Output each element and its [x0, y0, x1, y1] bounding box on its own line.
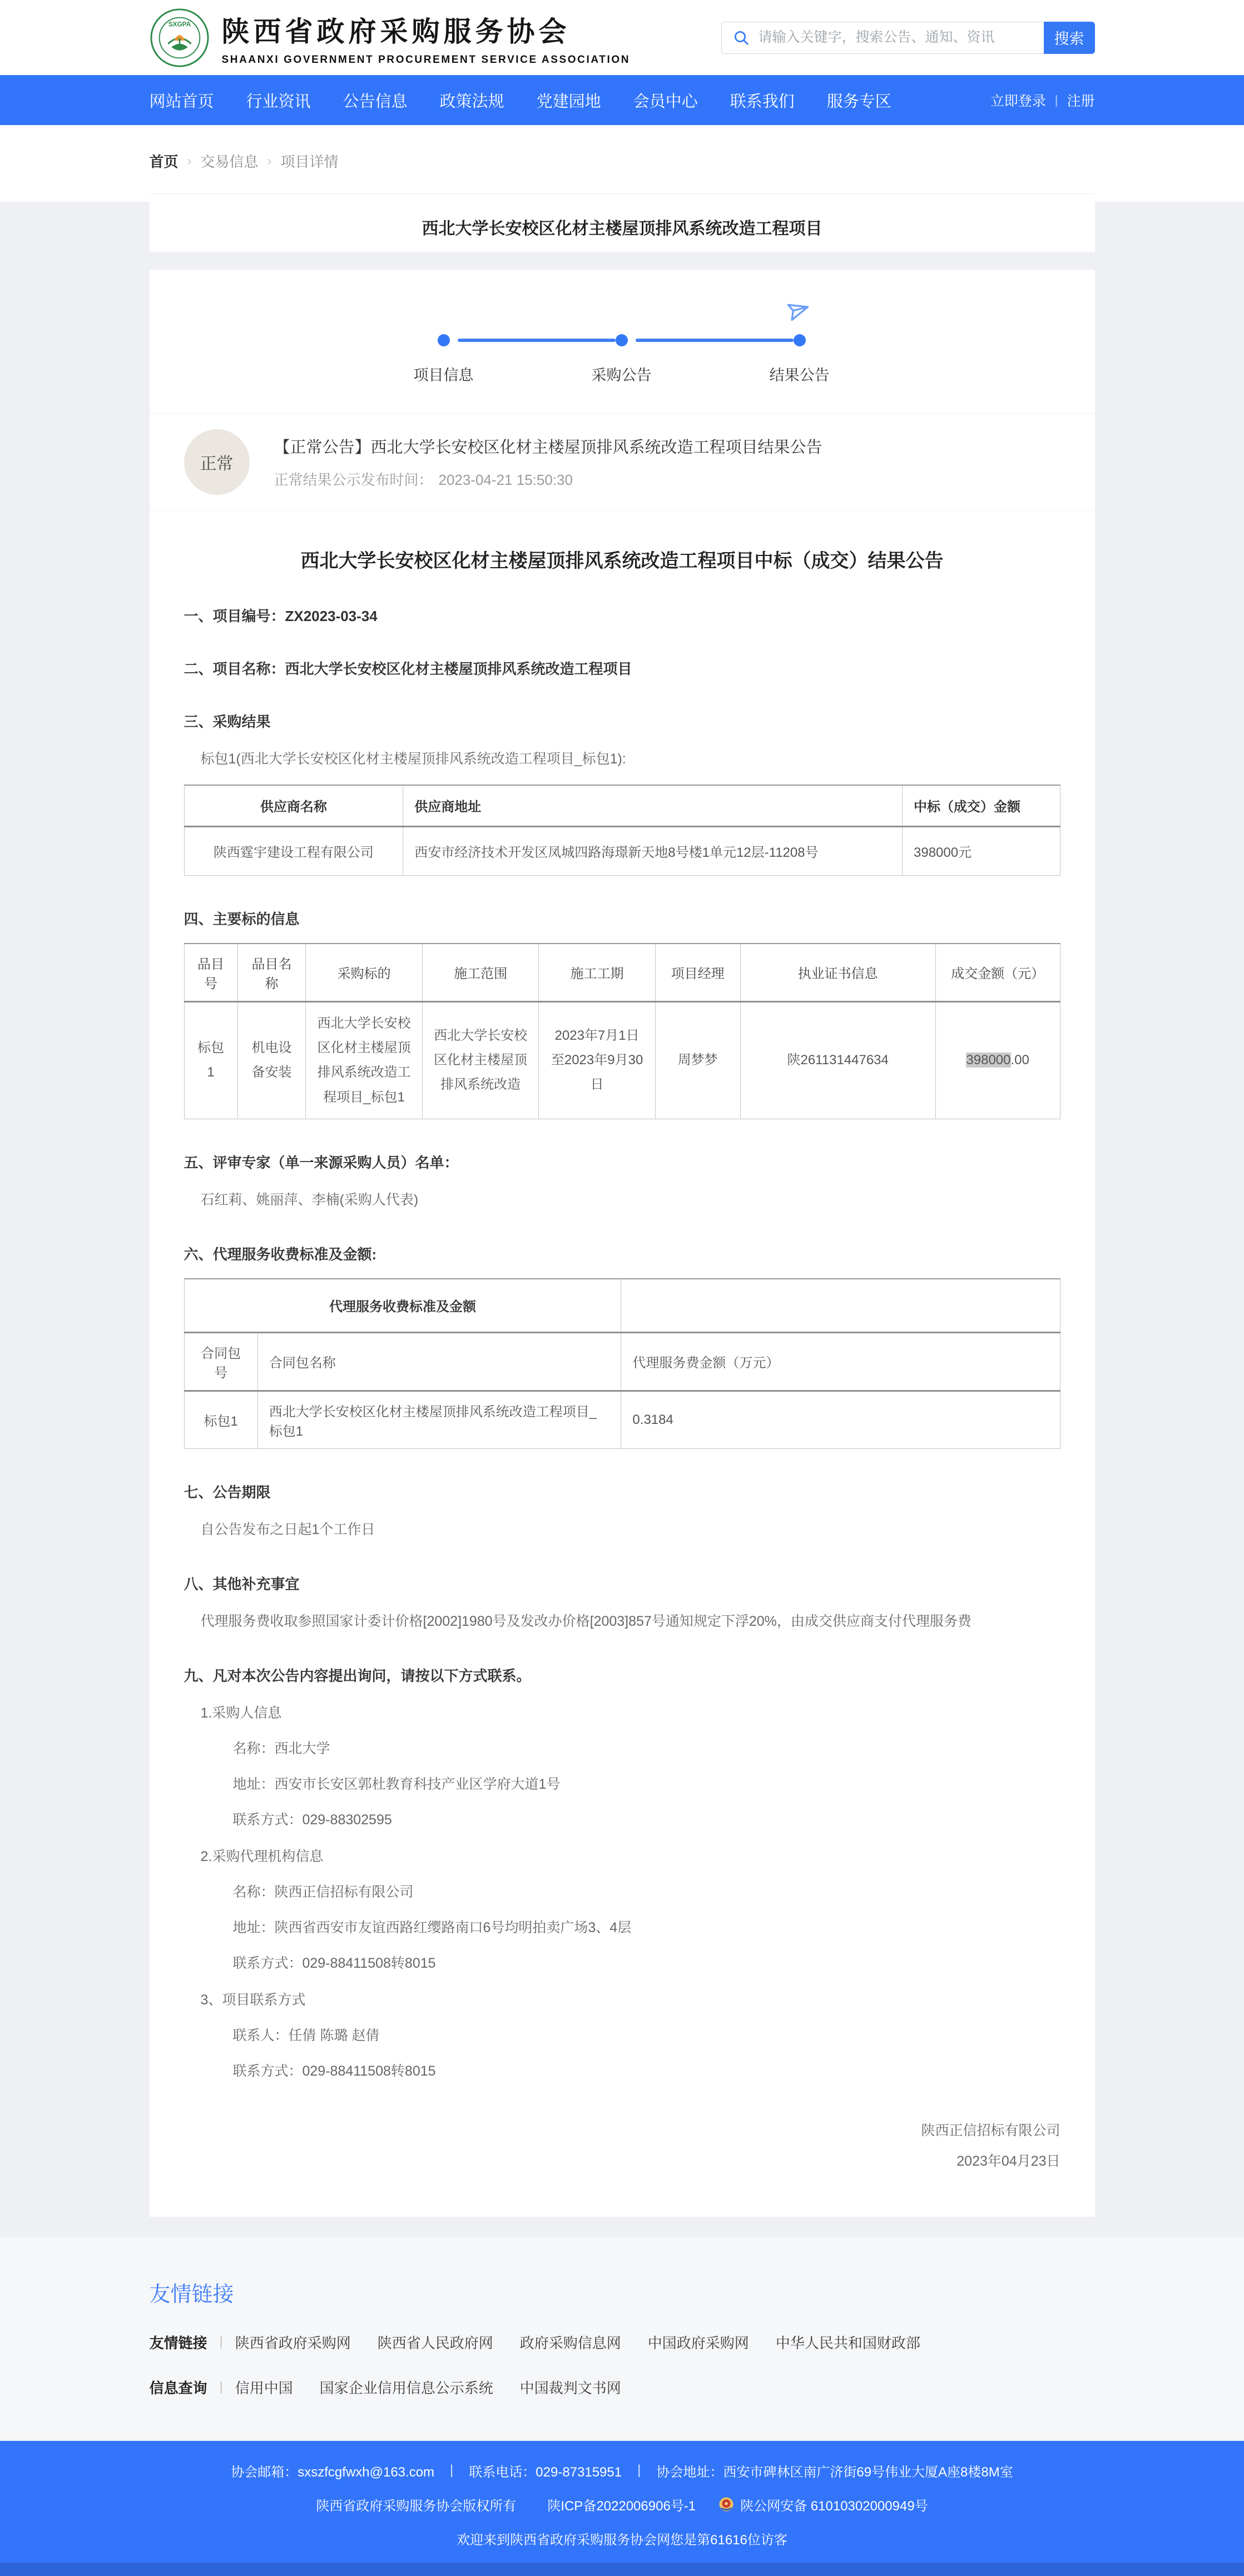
nav-item-service-zone[interactable]: 服务专区: [826, 92, 891, 111]
breadcrumb-separator-icon: ›: [187, 153, 192, 168]
footer-copyright-line: [0, 2495, 1244, 2514]
item-no-cell: 标包1: [184, 1001, 237, 1119]
breadcrumb-current: 项目详情: [280, 153, 339, 170]
nav-item-contact-us[interactable]: 联系我们: [730, 92, 795, 111]
notice-title[interactable]: 【正常公告】西北大学长安校区化材主楼屋顶排风系统改造工程项目结果公告: [274, 439, 822, 456]
links-divider: |: [219, 2379, 223, 2395]
footer-contact-line: [0, 2461, 1244, 2480]
table-row: [184, 826, 1060, 875]
project-contact-person: 联系人：任倩 陈璐 赵倩: [232, 2027, 380, 2043]
manager-cell: 周梦梦: [655, 1001, 740, 1119]
footer-copyright: 陕西省政府采购服务协会版权所有: [316, 2498, 517, 2514]
association-emblem-icon: [150, 8, 210, 68]
step-connector: [458, 339, 616, 342]
agency-address: 地址：陕西省西安市友谊西路红缨路南口6号均明拍卖广场3、4层: [232, 1919, 632, 1935]
column-header: 中标（成交）金额: [903, 785, 1060, 826]
column-header: 施工工期: [539, 944, 655, 1002]
footer-email: 协会邮箱：sxszfcgfwxh@163.com: [231, 2464, 435, 2480]
project-title: 西北大学长安校区化材主楼屋顶排风系统改造工程项目: [422, 220, 822, 238]
main-subject-table: [184, 943, 1060, 1120]
column-header: 成交金额（元）: [935, 944, 1060, 1002]
agency-fee-table: [184, 1278, 1060, 1449]
org-name-en: SHAANXI GOVERNMENT PROCUREMENT SERVICE ASSOCIATION: [221, 53, 631, 66]
column-header: 供应商名称: [184, 785, 403, 826]
footer-visitor-count: 欢迎来到陕西省政府采购服务协会网您是第61616位访客: [457, 2532, 787, 2548]
friend-links-row: [150, 2332, 1095, 2352]
search-button[interactable]: 搜索: [1044, 22, 1095, 54]
progress-stepper: [413, 270, 830, 390]
table-row: [184, 1332, 1060, 1391]
section-supplementary-title: 八、其他补充事宜: [184, 1575, 300, 1592]
fee-table-merged-header: 代理服务收费标准及金额: [184, 1279, 621, 1332]
signature-date: 2023年04月23日: [956, 2153, 1060, 2169]
search-input[interactable]: [721, 22, 1044, 54]
supplier-address-cell: 西安市经济技术开发区凤城四路海璟新天地8号楼1单元12层-11208号: [403, 826, 903, 875]
police-badge-icon: [718, 2496, 735, 2513]
status-badge: 正常: [184, 429, 250, 495]
purchaser-phone: 联系方式：029-88302595: [232, 1811, 392, 1828]
signature-block: [184, 2116, 1060, 2177]
nav-item-home[interactable]: 网站首页: [149, 92, 214, 111]
association-logo: [150, 8, 631, 68]
footer-phone: 联系电话：029-87315951: [469, 2464, 622, 2480]
package-name-cell: 西北大学长安校区化材主楼屋顶排风系统改造工程项目_标包1: [257, 1391, 621, 1448]
footer-psb[interactable]: 陕公网安备 61010302000949号: [740, 2498, 928, 2514]
purchaser-address: 地址：西安市长安区郭杜教育科技产业区学府大道1号: [232, 1776, 561, 1792]
notice-time-label: 正常结果公示发布时间：: [274, 471, 433, 488]
paper-plane-icon: [784, 296, 812, 325]
link-shaanxi-gov-procurement[interactable]: 陕西省政府采购网: [235, 2334, 351, 2351]
notice-time-value: 2023-04-21 15:50:30: [438, 471, 573, 488]
amount-decimals: .00: [1010, 1053, 1029, 1068]
purchaser-name: 名称：西北大学: [232, 1740, 330, 1756]
login-link[interactable]: 立即登录: [990, 93, 1046, 109]
column-header: 品目名称: [237, 944, 306, 1002]
main-nav: [0, 75, 1244, 125]
link-credit-china[interactable]: 信用中国: [235, 2379, 293, 2396]
empty-cell: [621, 1279, 1060, 1332]
column-header: 执业证书信息: [740, 944, 935, 1002]
table-row: [184, 1279, 1060, 1332]
section-contact-title: 九、凡对本次公告内容提出询问，请按以下方式联系。: [184, 1667, 531, 1684]
breadcrumb-trade-info[interactable]: 交易信息: [200, 153, 259, 170]
deal-amount-cell: [935, 1001, 1060, 1119]
info-query-row: [150, 2377, 1095, 2398]
register-link[interactable]: 注册: [1067, 93, 1095, 109]
friend-links-section: [0, 2237, 1244, 2441]
footer-visitor-line: [0, 2529, 1244, 2548]
project-contact-phone: 联系方式：029-88411508转8015: [232, 2063, 436, 2079]
agency-phone: 联系方式：029-88411508转8015: [232, 1955, 436, 1971]
column-header: 供应商地址: [403, 785, 903, 826]
package-no-cell: 标包1: [184, 1391, 257, 1448]
award-amount-cell: 398000元: [903, 826, 1060, 875]
signature-org: 陕西正信招标有限公司: [921, 2122, 1060, 2138]
item-name-cell: 机电设备安装: [237, 1001, 306, 1119]
project-detail-card: [150, 270, 1095, 2217]
link-enterprise-credit-system[interactable]: 国家企业信用信息公示系统: [319, 2379, 493, 2396]
column-header: 采购标的: [306, 944, 422, 1002]
step-procurement-notice[interactable]: 采购公告: [591, 367, 652, 384]
subject-cell: 西北大学长安校区化材主楼屋顶排风系统改造工程项目_标包1: [306, 1001, 422, 1119]
notice-publish-time: [274, 469, 822, 489]
site-header: [0, 0, 1244, 75]
links-divider: |: [219, 2334, 223, 2350]
column-header: 代理服务费金额（万元）: [621, 1332, 1060, 1391]
svg-text:SXGPA: SXGPA: [168, 20, 191, 28]
section-procurement-result-title: 三、采购结果: [184, 713, 271, 730]
announcement-body: [150, 545, 1095, 2177]
step-project-info[interactable]: 项目信息: [413, 367, 474, 384]
announcement-heading: 西北大学长安校区化材主楼屋顶排风系统改造工程项目中标（成交）结果公告: [300, 550, 944, 572]
search-icon: [732, 29, 750, 47]
link-china-judgements[interactable]: 中国裁判文书网: [519, 2379, 621, 2396]
section-notice-period-title: 七、公告期限: [184, 1483, 271, 1501]
footer-icp[interactable]: 陕ICP备2022006906号-1: [547, 2498, 696, 2514]
column-header: 品目号: [184, 944, 237, 1002]
breadcrumb-separator-icon: ›: [267, 153, 272, 168]
column-header: 合同包号: [184, 1332, 257, 1391]
footer-divider: |: [450, 2463, 454, 2478]
site-search: [721, 22, 1095, 54]
experts-list: 石红莉、姚丽萍、李楠(采购人代表): [200, 1192, 419, 1208]
section-experts-title: 五、评审专家（单一来源采购人员）名单：: [184, 1154, 459, 1172]
link-shaanxi-people-gov[interactable]: 陕西省人民政府网: [377, 2334, 493, 2351]
org-name-cn: 陕西省政府采购服务协会: [221, 14, 571, 48]
nav-item-policies[interactable]: 政策法规: [439, 92, 504, 111]
nav-item-party-building[interactable]: 党建园地: [536, 92, 601, 111]
nav-item-industry-news[interactable]: 行业资讯: [246, 92, 311, 111]
step-result-notice[interactable]: 结果公告: [769, 367, 830, 384]
section-project-number: 一、项目编号：ZX2023-03-34: [184, 608, 378, 624]
highlighted-amount: 398000: [966, 1053, 1011, 1068]
breadcrumb: [150, 151, 1095, 194]
notice-row: [150, 413, 1095, 511]
link-gov-procurement-info[interactable]: 政府采购信息网: [519, 2334, 621, 2351]
friend-links-title: 友情链接: [149, 2282, 234, 2306]
nav-item-member-center[interactable]: 会员中心: [633, 92, 698, 111]
supplier-result-table: [184, 785, 1060, 876]
footer-bottom-strip: [0, 2563, 1244, 2576]
project-title-card: [150, 202, 1095, 252]
breadcrumb-section: [0, 125, 1244, 202]
table-row: [184, 1001, 1060, 1119]
period-cell: 2023年7月1日至2023年9月30日: [539, 1001, 655, 1119]
section-agency-fee-title: 六、代理服务收费标准及金额:: [184, 1246, 377, 1263]
agency-name: 名称：陕西正信招标有限公司: [232, 1884, 414, 1900]
step-connector: [636, 339, 794, 342]
nav-item-announcements[interactable]: 公告信息: [343, 92, 408, 111]
agency-info-title: 2.采购代理机构信息: [200, 1848, 324, 1864]
table-row: [184, 1391, 1060, 1448]
breadcrumb-home[interactable]: 首页: [149, 153, 179, 170]
auth-divider: |: [1054, 93, 1058, 107]
step-dot-project-info: [438, 334, 450, 346]
site-footer: [0, 2441, 1244, 2576]
link-china-gov-procurement[interactable]: 中国政府采购网: [647, 2334, 749, 2351]
supplementary-body: 代理服务费收取参照国家计委计价格[2002]1980号及发改办价格[2003]857号通知规定下浮20%，由成交供应商支付代理服务费: [200, 1613, 972, 1629]
scope-cell: 西北大学长安校区化材主楼屋顶排风系统改造: [422, 1001, 538, 1119]
footer-address: 协会地址：西安市碑林区南广济街69号伟业大厦A座8楼8M室: [656, 2464, 1013, 2480]
column-header: 合同包名称: [257, 1332, 621, 1391]
footer-divider: |: [637, 2463, 641, 2478]
procurement-result-intro: 标包1(西北大学长安校区化材主楼屋顶排风系统改造工程项目_标包1):: [200, 751, 626, 767]
step-dot-procurement-notice: [616, 334, 628, 346]
link-ministry-of-finance[interactable]: 中华人民共和国财政部: [775, 2334, 920, 2351]
info-query-label: 信息查询: [149, 2379, 207, 2396]
certificate-cell: 陕261131447634: [740, 1001, 935, 1119]
project-contact-title: 3、项目联系方式: [200, 1992, 306, 2008]
step-dot-result-notice: [794, 334, 806, 346]
column-header: 施工范围: [422, 944, 538, 1002]
supplier-name-cell: 陕西霆宇建设工程有限公司: [184, 826, 403, 875]
section-main-subject-title: 四、主要标的信息: [184, 910, 300, 927]
notice-period-body: 自公告发布之日起1个工作日: [200, 1521, 375, 1537]
purchaser-info-title: 1.采购人信息: [200, 1705, 282, 1721]
column-header: 项目经理: [655, 944, 740, 1002]
fee-amount-cell: 0.3184: [621, 1391, 1060, 1448]
section-project-name: 二、项目名称：西北大学长安校区化材主楼屋顶排风系统改造工程项目: [184, 661, 632, 677]
friend-links-label: 友情链接: [149, 2334, 207, 2351]
